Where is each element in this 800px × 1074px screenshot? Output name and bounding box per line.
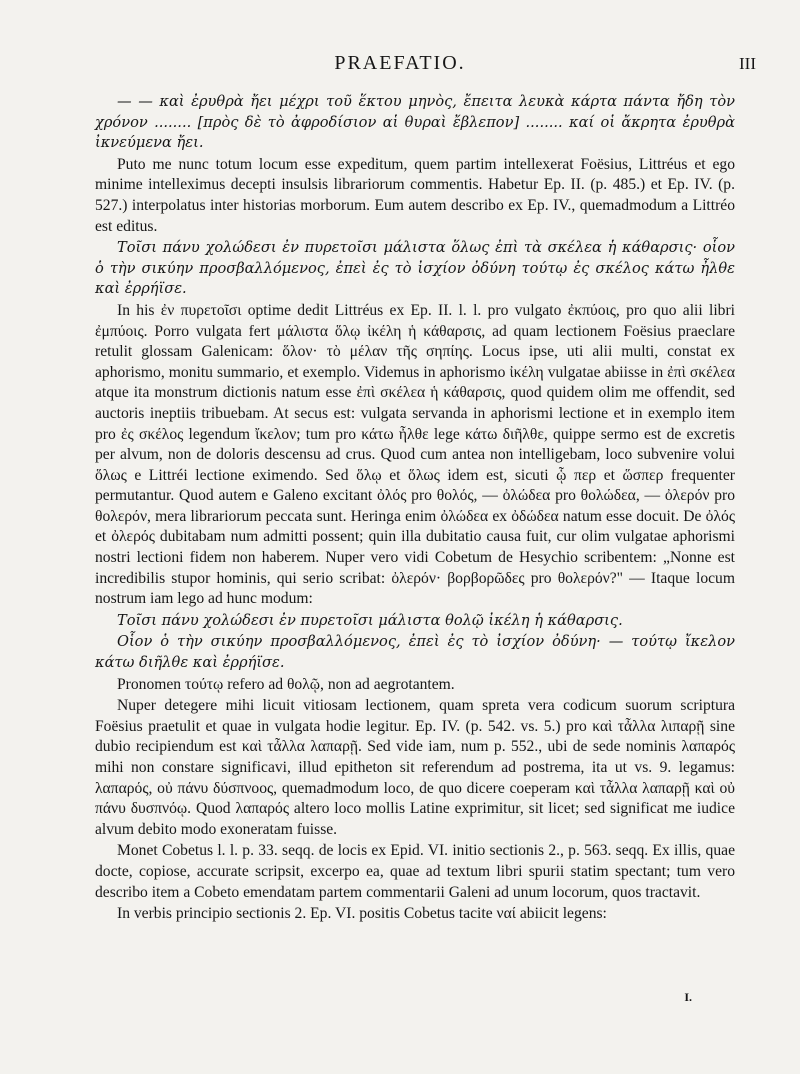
body-paragraph: Nuper detegere mihi licuit vitiosam lectionem, quam spreta vera codicum suorum scriptura Foësius praetulit et quae in vulgata hodie legitur. Ep. IV. (p. 542. vs. 5.) pro καὶ τἆλλα λιπαρῇ sine dubio recipiendum est καὶ τἆλλα λαπαρῇ. Sed vide iam, num p. 552., ubi de sede nominis λαπαρός mihi non constare significavi, illud epitheton sit referendum ad postrema, ita ut vs. 9. legamus: λαπαρός, οὐ πάνυ δύσπνοος, quemadmodum loco, de quo dicere coeperam καὶ τἆλλα λαπαρῇ καὶ οὐ πάνυ δυσπνόῳ. Quod λαπαρός altero loco mollis Latine exprimitur, sit licet; sed significat me iudice alvum debito modo exoneratam fuisse. bbox=[95, 697, 735, 838]
signature-mark: I. bbox=[684, 990, 692, 1004]
page-number: III bbox=[739, 54, 756, 73]
body-paragraph: Monet Cobetus l. l. p. 33. seqq. de locis ex Epid. VI. initio sectionis 2., p. 563. seqq. Ex illis, quae docte, copiose, accurate scripsit, excerpo ea, quae ad textum libri spurii statim spectant; tum vero describo item a Cobeto emendatam partem commentarii Galeni ad unum locorum, quos tractavit. bbox=[95, 842, 735, 901]
text-body bbox=[95, 92, 735, 925]
greek-quotation-paragraph: Οἷον ὁ τὴν σικύην προσβαλλόμενος, ἐπεὶ ἐς τὸ ἰσχίον ὀδύνη· — τούτῳ ἴκελον κάτω διῆλθε καὶ ἐρρήϊσε. bbox=[95, 633, 735, 672]
greek-quotation-paragraph: Τοῖσι πάνυ χολώδεσι ἐν πυρετοῖσι μάλιστα θολῷ ἰκέλη ἡ κάθαρσις. bbox=[117, 611, 623, 629]
body-paragraph: Puto me nunc totum locum esse expeditum, quem partim intellexerat Foësius, Littréus et ego minime intelleximus decepti insulsis librariorum commentis. Habetur Ep. II. (p. 485.) et Ep. IV. (p. 527.) interpolatus inter historias morborum. Eum autem describo ex Ep. IV., quemadmodum a Littréo est editus. bbox=[95, 155, 735, 235]
body-paragraph: Pronomen τούτῳ refero ad θολῷ, non ad aegrotantem. bbox=[117, 675, 455, 693]
body-paragraph: In verbis principio sectionis 2. Ep. VI. positis Cobetus tacite ναί abiicit legens: bbox=[117, 905, 607, 923]
body-paragraph: In his ἐν πυρετοῖσι optime dedit Littréus ex Ep. II. l. l. pro vulgato ἐκπύοις, pro quo alii libri ἐμπύοις. Porro vulgata fert μάλιστα ὅλῳ ἰκέλη ἡ κάθαρσις, ad quam lectionem Foësius praeclare retulit glossam Galenicam: ὅλον· τὸ μέλαν τῆς σηπίης. Locus ipse, uti alii multi, constat ex aphorismo, monitu summario, et exemplo. Videmus in aphorismo ἰκέλη vulgatae abiisse in ἐπὶ σκέλεα atque ita monstrum dictionis natum esse ἐπὶ σκέλεα ἡ κάθαρσις, quod quidem olim me offendit, sed auctoris ineptiis tribuebam. At secus est: vulgata servanda in aphorismi lectione et in exemplo item pro ἐς σκέλος legendum ἴκελον; tum pro κάτω ἦλθε lege κάτω διῆλθε, quippe sermo est de excretis per alvum, non de doloris descensu ad crus. Quod cum antea non intelligebam, loco subvenire volui ὅλως e Littréi lectione eximendo. Sed ὅλῳ et ὅλως idem est, sicuti ᾧ περ et ὥσπερ frequenter permutantur. Quod autem e Galeno excitant ὀλός pro θολός, — ὀλώδεα pro θολώδεα, — ὀλερόν pro θολερόν, mera librariorum peccata sunt. Heringa enim ὀλώδεα ex ὀδώδεα natum esse docuit. De ὀλός et ὀλερός dubitabam num admitti possent; quin illa dubitatio causa fuit, cur olim vulgatae aphorismi nostri lectioni fidem non haberem. Nuper vero vidi Cobetum de Hesychio scribentem: „Nonne est incredibilis stupor hominis, qui serio scribat: ὀλερόν· βορβορῶδες pro θολερόν?" — Itaque locum nostrum iam lego ad hunc modum: bbox=[95, 301, 735, 608]
greek-quotation-paragraph: — — καὶ ἐρυθρὰ ἤει μέχρι τοῦ ἕκτου μηνὸς, ἔπειτα λευκὰ κάρτα πάντα ἤδη τὸν χρόνον ........ [πρὸς δὲ τὸ ἀφροδίσιον αἱ θυραὶ ἔβλεπον] ........ καί οἱ ἄκρητα ἐρυθρὰ ἰκνεύμενα ἤει. bbox=[95, 93, 735, 152]
running-head: PRAEFATIO. bbox=[334, 52, 466, 74]
greek-quotation-paragraph: Τοῖσι πάνυ χολώδεσι ἐν πυρετοῖσι μάλιστα ὅλως ἐπὶ τὰ σκέλεα ἡ κάθαρσις· οἷον ὁ τὴν σικύην προσβαλλόμενος, ἐπεὶ ἐς τὸ ἰσχίον ὀδύνη τούτῳ ἐς σκέλος κάτω ἦλθε καὶ ἐρρήϊσε. bbox=[95, 239, 735, 298]
